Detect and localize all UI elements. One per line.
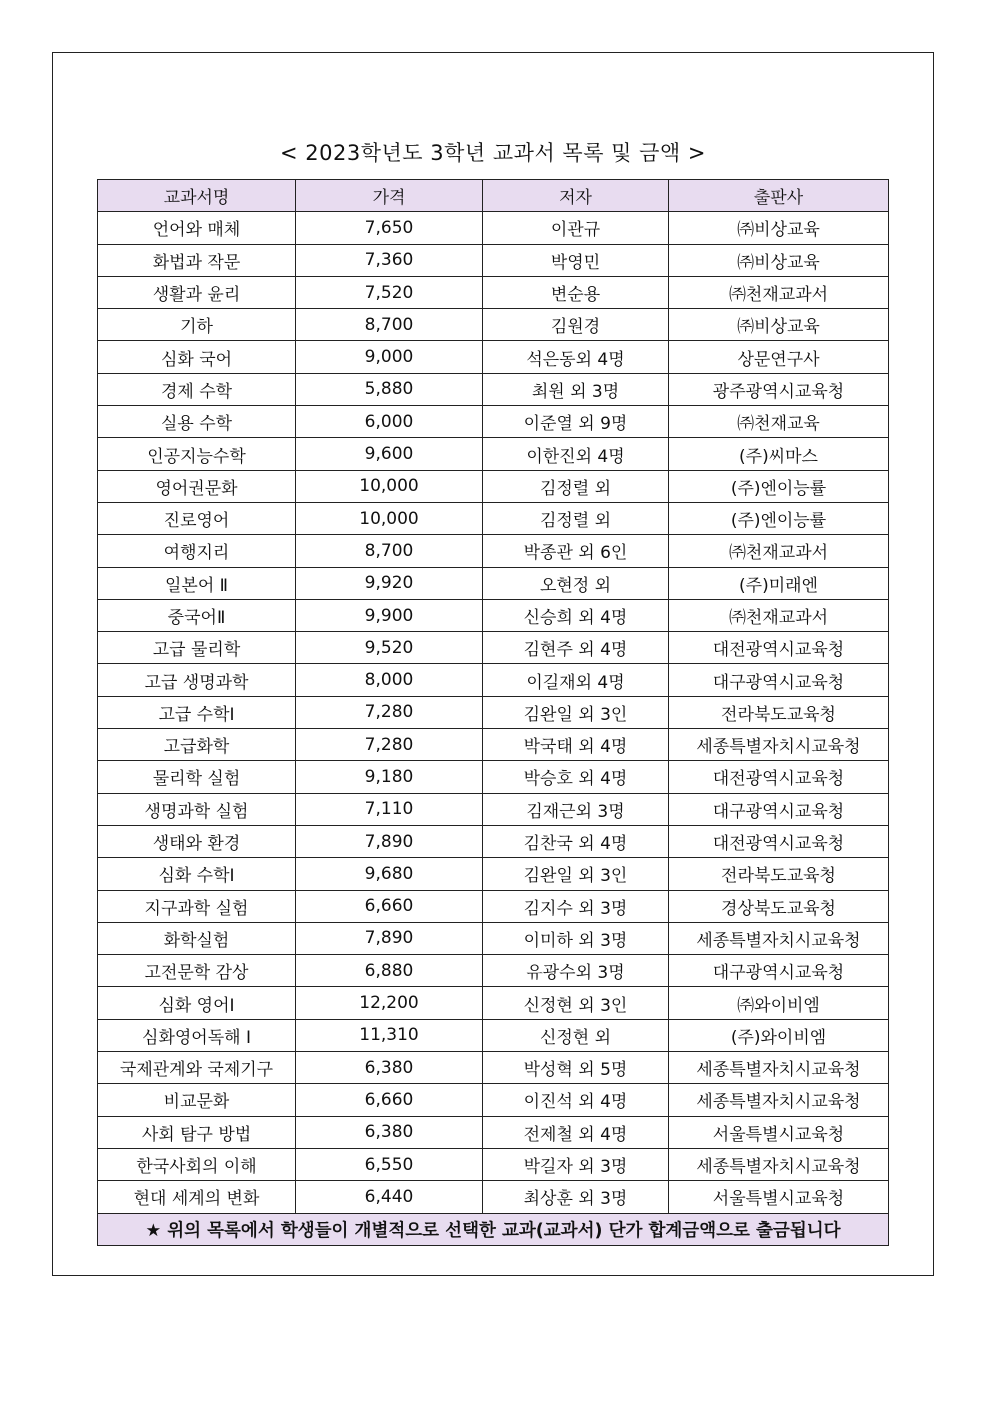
table-row — [98, 1019, 889, 1051]
cell-author: 김완일 외 3인 — [483, 858, 669, 890]
cell-title: 생태와 환경 — [98, 825, 296, 857]
cell-price: 7,280 — [296, 729, 483, 761]
table-row — [98, 276, 889, 308]
cell-price: 7,520 — [296, 276, 483, 308]
cell-author: 박승호 외 4명 — [483, 761, 669, 793]
cell-price: 5,880 — [296, 373, 483, 405]
table-row — [98, 696, 889, 728]
page-title: < 2023학년도 3학년 교과서 목록 및 금액 > — [280, 141, 706, 165]
cell-price: 6,660 — [296, 890, 483, 922]
cell-price: 11,310 — [296, 1019, 483, 1051]
table-row — [98, 341, 889, 373]
cell-author: 김완일 외 3인 — [483, 696, 669, 728]
cell-price: 6,380 — [296, 1116, 483, 1148]
cell-publisher: ㈜비상교육 — [669, 309, 889, 341]
cell-publisher: 경상북도교육청 — [669, 890, 889, 922]
cell-price: 6,440 — [296, 1181, 483, 1213]
cell-author: 이진석 외 4명 — [483, 1084, 669, 1116]
cell-author: 변순용 — [483, 276, 669, 308]
cell-price: 7,280 — [296, 696, 483, 728]
cell-publisher: 광주광역시교육청 — [669, 373, 889, 405]
cell-publisher: (주)미래엔 — [669, 567, 889, 599]
column-header-author: 저자 — [483, 180, 669, 212]
column-header-price: 가격 — [296, 180, 483, 212]
cell-price: 6,000 — [296, 406, 483, 438]
cell-title: 심화 수학Ⅰ — [98, 858, 296, 890]
cell-author: 김현주 외 4명 — [483, 632, 669, 664]
table-row — [98, 1116, 889, 1148]
table-row — [98, 406, 889, 438]
table-row — [98, 1181, 889, 1213]
cell-author: 이길재외 4명 — [483, 664, 669, 696]
table-row — [98, 1084, 889, 1116]
cell-price: 9,600 — [296, 438, 483, 470]
table-row — [98, 890, 889, 922]
column-header-title: 교과서명 — [98, 180, 296, 212]
cell-price: 9,520 — [296, 632, 483, 664]
table-row — [98, 761, 889, 793]
cell-publisher: 서울특별시교육청 — [669, 1116, 889, 1148]
cell-title: 지구과학 실험 — [98, 890, 296, 922]
table-row — [98, 1052, 889, 1084]
cell-price: 8,000 — [296, 664, 483, 696]
cell-title: 심화 국어 — [98, 341, 296, 373]
cell-publisher: (주)와이비엠 — [669, 1019, 889, 1051]
cell-title: 경제 수학 — [98, 373, 296, 405]
cell-price: 10,000 — [296, 470, 483, 502]
cell-title: 고급화학 — [98, 729, 296, 761]
table-header-row — [98, 180, 889, 212]
cell-publisher: ㈜천재교과서 — [669, 599, 889, 631]
cell-author: 박길자 외 3명 — [483, 1148, 669, 1180]
cell-title: 한국사회의 이해 — [98, 1148, 296, 1180]
cell-title: 고급 물리학 — [98, 632, 296, 664]
cell-author: 김지수 외 3명 — [483, 890, 669, 922]
cell-title: 물리학 실험 — [98, 761, 296, 793]
cell-title: 현대 세계의 변화 — [98, 1181, 296, 1213]
table-row — [98, 1148, 889, 1180]
cell-title: 영어권문화 — [98, 470, 296, 502]
cell-price: 6,380 — [296, 1052, 483, 1084]
cell-title: 진로영어 — [98, 502, 296, 534]
cell-publisher: 대전광역시교육청 — [669, 761, 889, 793]
footer-note: ★ 위의 목록에서 학생들이 개별적으로 선택한 교과(교과서) 단가 합계금액으로 출금됩니다 — [98, 1213, 889, 1245]
cell-author: 이준열 외 9명 — [483, 406, 669, 438]
cell-author: 박국태 외 4명 — [483, 729, 669, 761]
cell-price: 9,920 — [296, 567, 483, 599]
cell-title: 여행지리 — [98, 535, 296, 567]
cell-price: 9,180 — [296, 761, 483, 793]
cell-title: 생활과 윤리 — [98, 276, 296, 308]
cell-price: 9,000 — [296, 341, 483, 373]
cell-author: 김재근외 3명 — [483, 793, 669, 825]
cell-price: 7,890 — [296, 825, 483, 857]
cell-publisher: 대전광역시교육청 — [669, 632, 889, 664]
cell-title: 언어와 매체 — [98, 212, 296, 244]
cell-publisher: 서울특별시교육청 — [669, 1181, 889, 1213]
table-row — [98, 470, 889, 502]
table-row — [98, 922, 889, 954]
cell-title: 국제관계와 국제기구 — [98, 1052, 296, 1084]
table-row — [98, 858, 889, 890]
cell-publisher: 전라북도교육청 — [669, 696, 889, 728]
cell-price: 7,890 — [296, 922, 483, 954]
table-row — [98, 987, 889, 1019]
table-row — [98, 825, 889, 857]
cell-title: 기하 — [98, 309, 296, 341]
cell-publisher: 대구광역시교육청 — [669, 793, 889, 825]
cell-publisher: ㈜비상교육 — [669, 244, 889, 276]
cell-publisher: 대전광역시교육청 — [669, 825, 889, 857]
cell-price: 9,680 — [296, 858, 483, 890]
cell-author: 신정현 외 — [483, 1019, 669, 1051]
cell-author: 신정현 외 3인 — [483, 987, 669, 1019]
cell-publisher: ㈜천재교육 — [669, 406, 889, 438]
cell-author: 최상훈 외 3명 — [483, 1181, 669, 1213]
cell-publisher: 대구광역시교육청 — [669, 955, 889, 987]
cell-price: 6,660 — [296, 1084, 483, 1116]
table-row — [98, 793, 889, 825]
cell-title: 심화영어독해 Ⅰ — [98, 1019, 296, 1051]
textbook-table — [97, 179, 889, 1246]
cell-publisher: 상문연구사 — [669, 341, 889, 373]
cell-price: 10,000 — [296, 502, 483, 534]
cell-title: 일본어 Ⅱ — [98, 567, 296, 599]
cell-publisher: 전라북도교육청 — [669, 858, 889, 890]
cell-publisher: (주)엔이능률 — [669, 502, 889, 534]
cell-price: 12,200 — [296, 987, 483, 1019]
cell-publisher: (주)엔이능률 — [669, 470, 889, 502]
cell-author: 이미하 외 3명 — [483, 922, 669, 954]
cell-author: 유광수외 3명 — [483, 955, 669, 987]
cell-publisher: ㈜비상교육 — [669, 212, 889, 244]
cell-price: 9,900 — [296, 599, 483, 631]
cell-title: 중국어Ⅱ — [98, 599, 296, 631]
cell-author: 석은동외 4명 — [483, 341, 669, 373]
cell-title: 심화 영어Ⅰ — [98, 987, 296, 1019]
cell-title: 사회 탐구 방법 — [98, 1116, 296, 1148]
cell-author: 최원 외 3명 — [483, 373, 669, 405]
table-row — [98, 632, 889, 664]
table-row — [98, 212, 889, 244]
cell-publisher: 세종특별자치시교육청 — [669, 729, 889, 761]
cell-title: 비교문화 — [98, 1084, 296, 1116]
table-row — [98, 664, 889, 696]
cell-author: 이관규 — [483, 212, 669, 244]
cell-price: 6,550 — [296, 1148, 483, 1180]
cell-publisher: 대구광역시교육청 — [669, 664, 889, 696]
cell-price: 6,880 — [296, 955, 483, 987]
cell-title: 화학실험 — [98, 922, 296, 954]
cell-publisher: ㈜천재교과서 — [669, 276, 889, 308]
table-row — [98, 567, 889, 599]
table-row — [98, 535, 889, 567]
cell-author: 김정렬 외 — [483, 470, 669, 502]
cell-author: 신승희 외 4명 — [483, 599, 669, 631]
cell-author: 이한진외 4명 — [483, 438, 669, 470]
table-row — [98, 599, 889, 631]
cell-publisher: 세종특별자치시교육청 — [669, 922, 889, 954]
cell-title: 고급 수학Ⅰ — [98, 696, 296, 728]
cell-publisher: 세종특별자치시교육청 — [669, 1052, 889, 1084]
table-row — [98, 729, 889, 761]
cell-publisher: 세종특별자치시교육청 — [669, 1148, 889, 1180]
table-row — [98, 373, 889, 405]
cell-author: 박종관 외 6인 — [483, 535, 669, 567]
cell-author: 김정렬 외 — [483, 502, 669, 534]
cell-publisher: ㈜와이비엠 — [669, 987, 889, 1019]
cell-title: 인공지능수학 — [98, 438, 296, 470]
table-row — [98, 309, 889, 341]
cell-author: 김원경 — [483, 309, 669, 341]
cell-publisher: 세종특별자치시교육청 — [669, 1084, 889, 1116]
table-row — [98, 438, 889, 470]
cell-title: 실용 수학 — [98, 406, 296, 438]
cell-publisher: ㈜천재교과서 — [669, 535, 889, 567]
cell-title: 생명과학 실험 — [98, 793, 296, 825]
cell-title: 고전문학 감상 — [98, 955, 296, 987]
cell-author: 오현정 외 — [483, 567, 669, 599]
cell-author: 전제철 외 4명 — [483, 1116, 669, 1148]
cell-author: 김찬국 외 4명 — [483, 825, 669, 857]
cell-price: 7,360 — [296, 244, 483, 276]
cell-price: 8,700 — [296, 309, 483, 341]
cell-price: 8,700 — [296, 535, 483, 567]
cell-title: 화법과 작문 — [98, 244, 296, 276]
table-row — [98, 955, 889, 987]
cell-author: 박영민 — [483, 244, 669, 276]
cell-title: 고급 생명과학 — [98, 664, 296, 696]
cell-author: 박성혁 외 5명 — [483, 1052, 669, 1084]
cell-publisher: (주)씨마스 — [669, 438, 889, 470]
table-row — [98, 244, 889, 276]
column-header-publisher: 출판사 — [669, 180, 889, 212]
table-footer-row — [98, 1213, 889, 1245]
table-row — [98, 502, 889, 534]
cell-price: 7,650 — [296, 212, 483, 244]
cell-price: 7,110 — [296, 793, 483, 825]
